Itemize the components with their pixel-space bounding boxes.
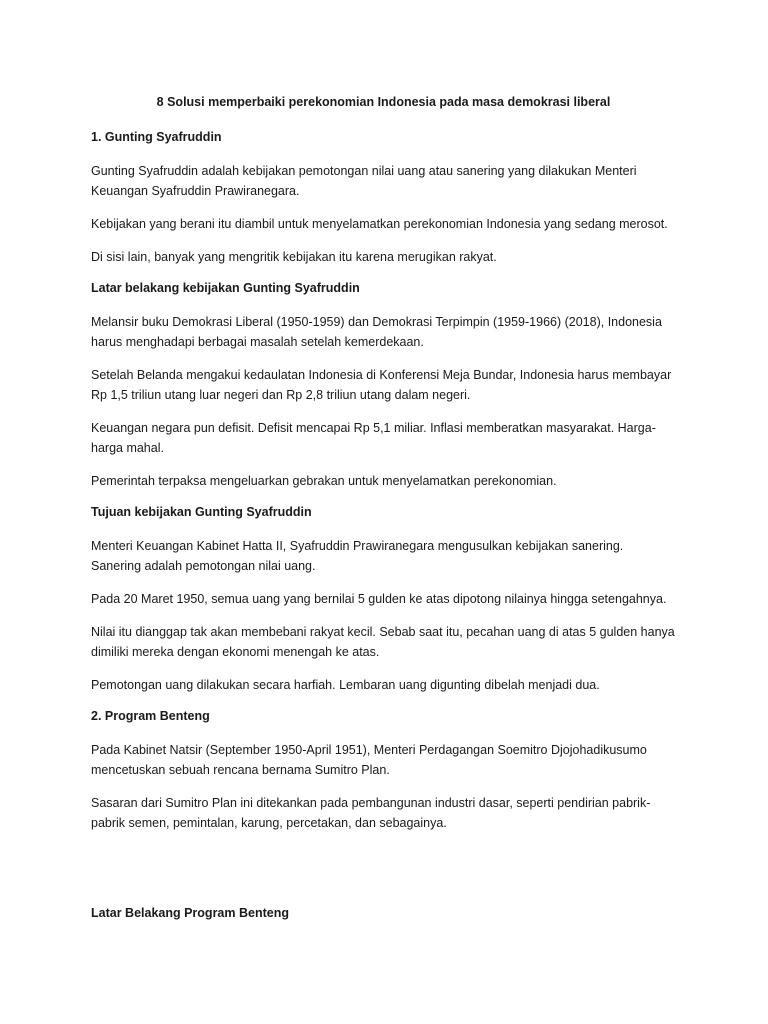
paragraph: Pemotongan uang dilakukan secara harfiah. Lembaran uang digunting dibelah menjadi dua. bbox=[91, 678, 600, 692]
document-body bbox=[91, 94, 676, 937]
paragraph: Keuangan negara pun defisit. Defisit mencapai Rp 5,1 miliar. Inflasi memberatkan masyarakat. Harga-harga mahal. bbox=[91, 421, 656, 455]
section-heading: Latar belakang kebijakan Gunting Syafruddin bbox=[91, 281, 360, 295]
section-heading: 1. Gunting Syafruddin bbox=[91, 130, 222, 144]
paragraph: Setelah Belanda mengakui kedaulatan Indonesia di Konferensi Meja Bundar, Indonesia harus membayar Rp 1,5 triliun utang luar negeri dan Rp 2,8 triliun utang dalam negeri. bbox=[91, 368, 672, 402]
document-title: 8 Solusi memperbaiki perekonomian Indonesia pada masa demokrasi liberal bbox=[156, 95, 611, 109]
paragraph: Menteri Keuangan Kabinet Hatta II, Syafruddin Prawiranegara mengusulkan kebijakan sanering. Sanering adalah pemotongan nilai uang. bbox=[91, 539, 624, 573]
paragraph: Pada 20 Maret 1950, semua uang yang bernilai 5 gulden ke atas dipotong nilainya hingga setengahnya. bbox=[91, 592, 667, 606]
paragraph: Gunting Syafruddin adalah kebijakan pemotongan nilai uang atau sanering yang dilakukan Menteri Keuangan Syafruddin Prawiranegara. bbox=[91, 164, 637, 198]
paragraph: Pemerintah terpaksa mengeluarkan gebrakan untuk menyelamatkan perekonomian. bbox=[91, 474, 557, 488]
section-heading: 2. Program Benteng bbox=[91, 709, 210, 723]
paragraph: Nilai itu dianggap tak akan membebani rakyat kecil. Sebab saat itu, pecahan uang di atas 5 gulden hanya dimiliki mereka dengan ekonomi menengah ke atas. bbox=[91, 625, 675, 659]
paragraph: Di sisi lain, banyak yang mengritik kebijakan itu karena merugikan rakyat. bbox=[91, 250, 497, 264]
blank-space bbox=[91, 846, 676, 905]
section-heading: Tujuan kebijakan Gunting Syafruddin bbox=[91, 505, 312, 519]
paragraph: Sasaran dari Sumitro Plan ini ditekankan pada pembangunan industri dasar, seperti pendirian pabrik-pabrik semen, pemintalan, karung, percetakan, dan sebagainya. bbox=[91, 796, 651, 830]
paragraph: Kebijakan yang berani itu diambil untuk menyelamatkan perekonomian Indonesia yang sedang merosot. bbox=[91, 217, 668, 231]
paragraph: Melansir buku Demokrasi Liberal (1950-1959) dan Demokrasi Terpimpin (1959-1966) (2018), Indonesia harus menghadapi berbagai masalah setelah kemerdekaan. bbox=[91, 315, 662, 349]
section-heading: Latar Belakang Program Benteng bbox=[91, 906, 289, 920]
paragraph: Pada Kabinet Natsir (September 1950-April 1951), Menteri Perdagangan Soemitro Djojohadikusumo mencetuskan sebuah rencana bernama Sumitro Plan. bbox=[91, 743, 647, 777]
